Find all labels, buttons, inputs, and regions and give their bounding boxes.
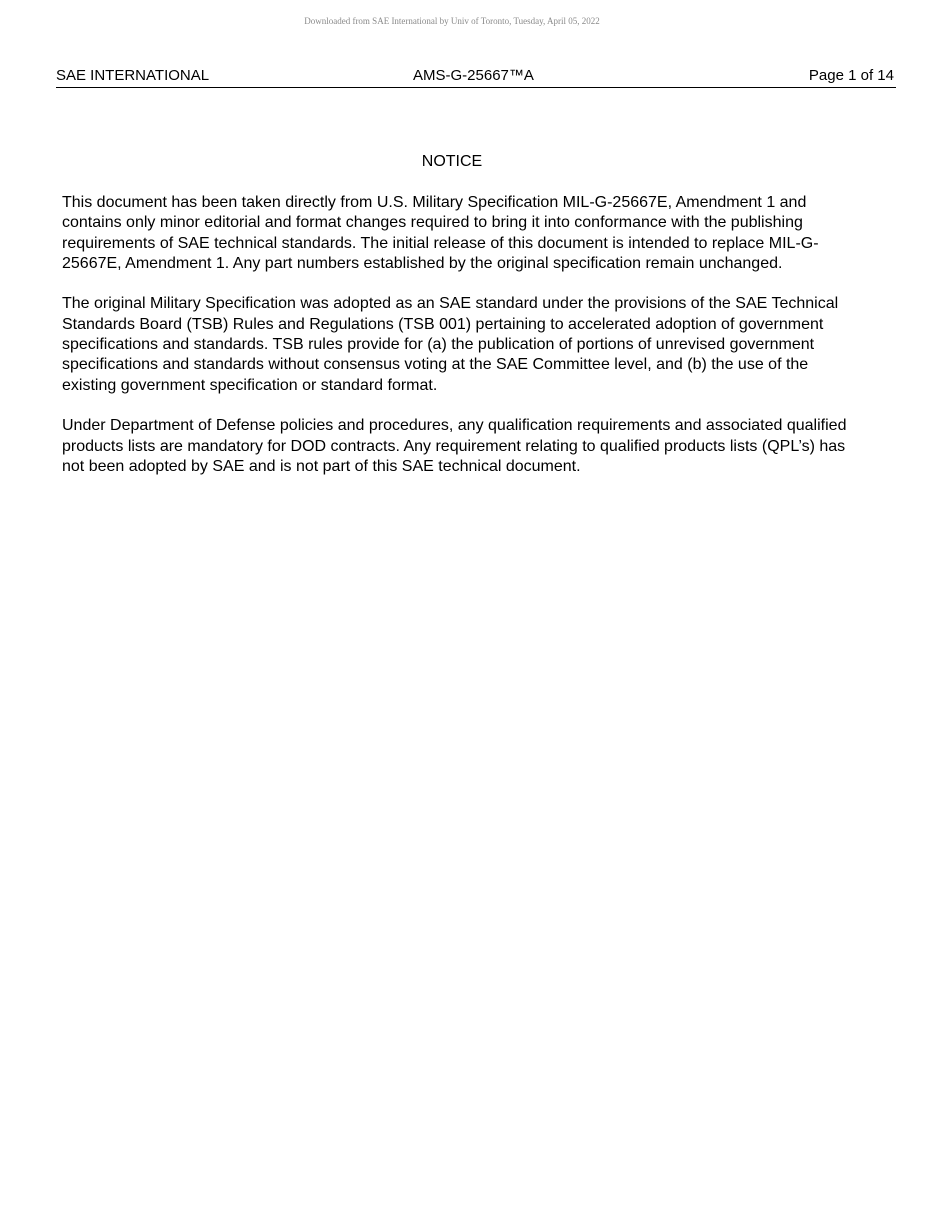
notice-title: NOTICE bbox=[421, 153, 483, 170]
header-organization: SAE INTERNATIONAL bbox=[56, 67, 210, 84]
header-page-label: Page 1 of 14 bbox=[808, 67, 894, 84]
notice-paragraph: The original Military Specification was adopted as an SAE standard under the provisions of the SAE Technical Standards Board (TSB) Rules and Regulations (TSB 001) pertaining to accelerated adoption of government specifications and standards. TSB rules provide for (a) the publication of portions of unrevised government specifications and standards without consensus voting at the SAE Committee level, and (b) the use of the existing government specification or standard format. bbox=[62, 295, 839, 394]
notice-paragraph: This document has been taken directly from U.S. Military Specification MIL-G-25667E, Amendment 1 and contains only minor editorial and format changes required to bring it into conformance with the publishing requirements of SAE technical standards. The initial release of this document is intended to replace MIL-G-25667E, Amendment 1. Any part numbers established by the original specification remain unchanged. bbox=[62, 194, 819, 272]
header-document-number: AMS-G-25667™A bbox=[413, 67, 534, 84]
notice-paragraph: Under Department of Defense policies and procedures, any qualification requirements and associated qualified products lists are mandatory for DOD contracts. Any requirement relating to qualified products lists (QPL’s) has not been adopted by SAE and is not part of this SAE technical document. bbox=[62, 417, 847, 475]
page-header bbox=[56, 66, 896, 88]
notice-body bbox=[62, 193, 852, 497]
download-watermark: Downloaded from SAE International by Univ of Toronto, Tuesday, April 05, 2022 bbox=[304, 16, 600, 26]
